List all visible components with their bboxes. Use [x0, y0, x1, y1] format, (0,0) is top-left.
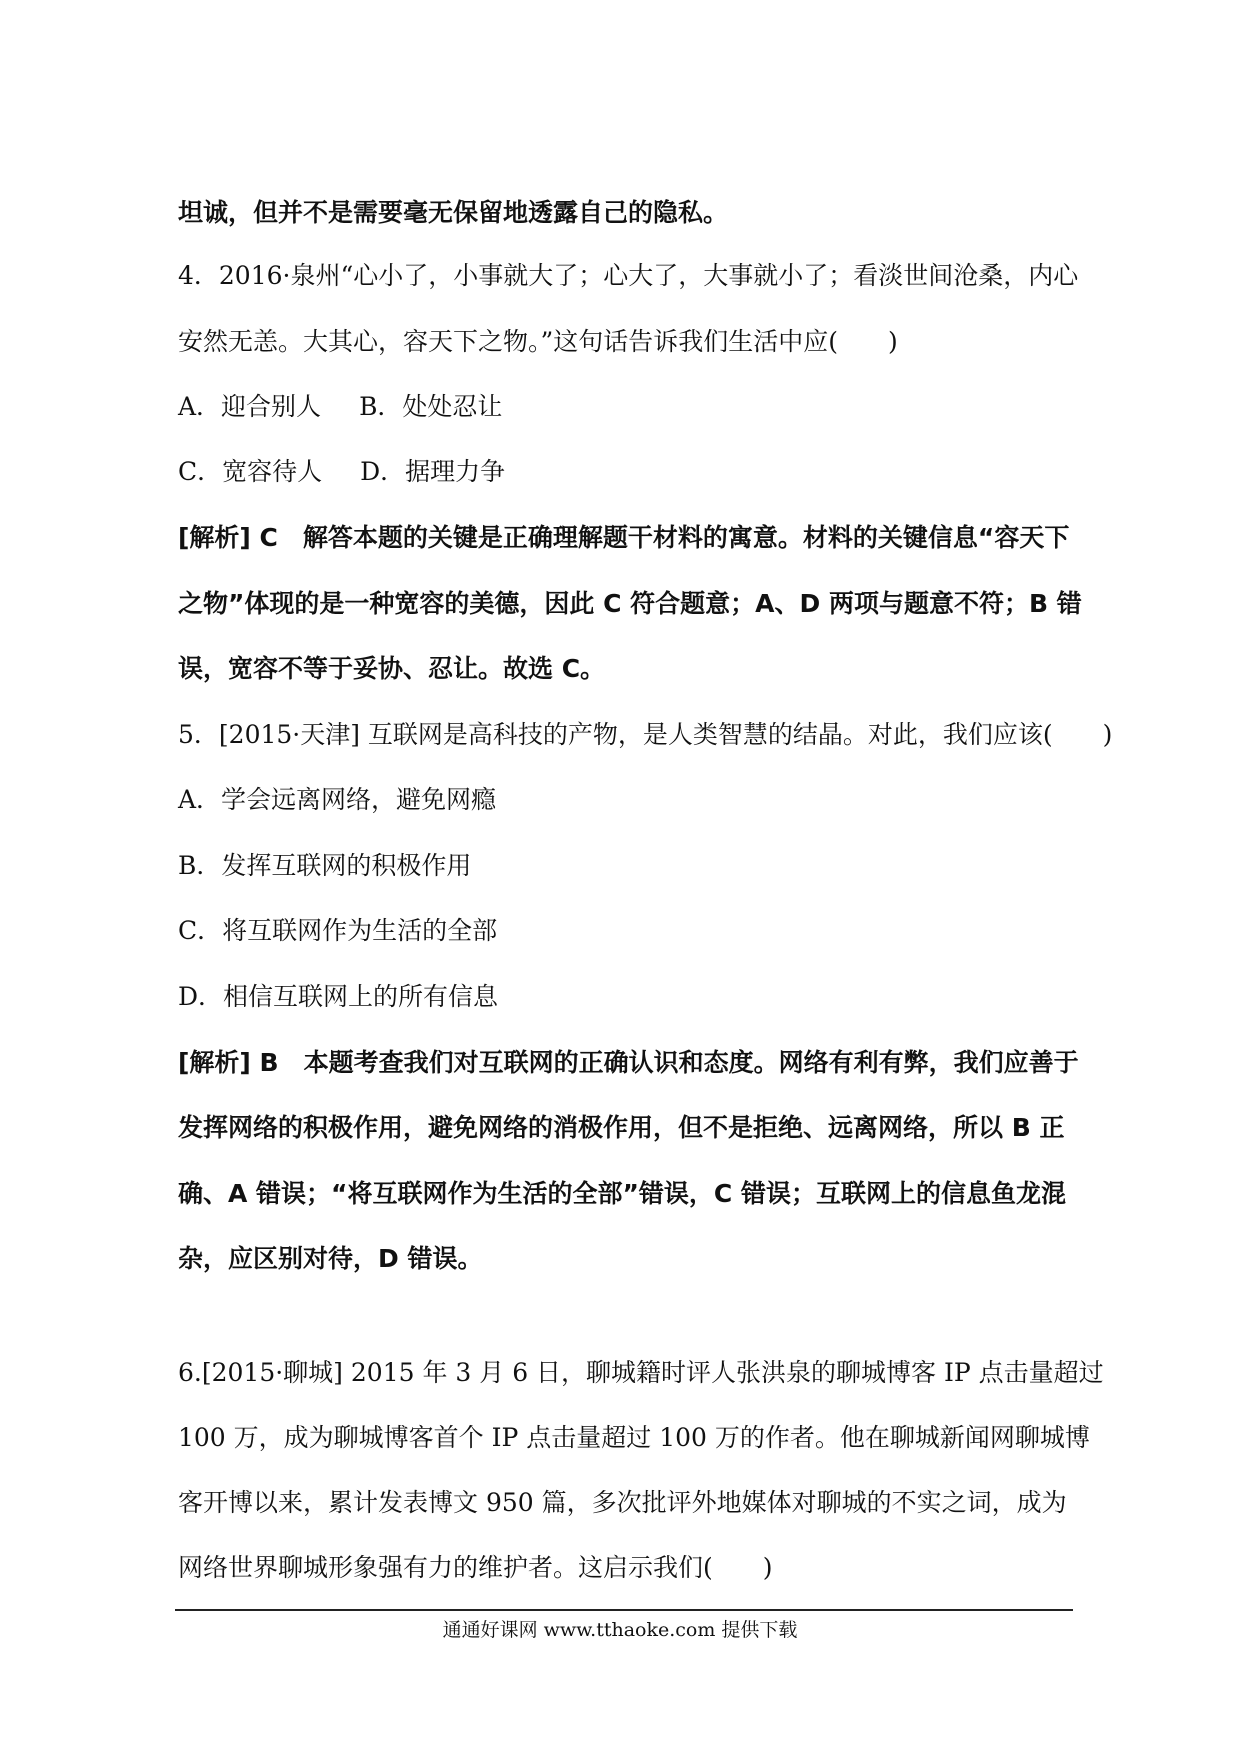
answer-4-line-3: 误，宽容不等于妥协、忍让。故选 C。 [178, 654, 606, 683]
question-4-option-a: A．迎合别人 [178, 392, 322, 421]
question-4-option-c: C．宽容待人 [178, 457, 323, 486]
question-4-option-b: B．处处忍让 [359, 392, 503, 421]
answer-5-line-1: [解析] B 本题考查我们对互联网的正确认识和态度。网络有利有弊，我们应善于 [178, 1048, 1079, 1077]
question-5-option-d: D．相信互联网上的所有信息 [178, 982, 499, 1011]
question-5-stem: 5．[2015·天津] 互联网是高科技的产物，是人类智慧的结晶。对此，我们应该( ) [178, 720, 1113, 749]
answer-4-line-1: [解析] C 解答本题的关键是正确理解题干材料的寓意。材料的关键信息“容天下 [178, 523, 1070, 552]
answer-5-line-3: 确、A 错误；“将互联网作为生活的全部”错误，C 错误；互联网上的信息鱼龙混 [178, 1179, 1066, 1208]
question-6-stem-line-2: 100 万，成为聊城博客首个 IP 点击量超过 100 万的作者。他在聊城新闻网聊城博 [178, 1423, 1090, 1452]
page-footer: 通通好课网 www.tthaoke.com 提供下载 [442, 1619, 798, 1641]
answer-4-line-2: 之物”体现的是一种宽容的美德，因此 C 符合题意；A、D 两项与题意不符；B 错 [178, 589, 1082, 618]
question-4-stem-line-2: 安然无恙。大其心，容天下之物。”这句话告诉我们生活中应( ) [178, 327, 898, 356]
question-5-option-c: C．将互联网作为生活的全部 [178, 916, 498, 945]
answer-5-line-4: 杂，应区别对待，D 错误。 [178, 1244, 483, 1273]
question-6-stem-line-3: 客开博以来，累计发表博文 950 篇，多次批评外地媒体对聊城的不实之词，成为 [178, 1488, 1067, 1517]
question-6-stem-line-4: 网络世界聊城形象强有力的维护者。这启示我们( ) [178, 1553, 773, 1582]
question-6-stem-line-1: 6.[2015·聊城] 2015 年 3 月 6 日，聊城籍时评人张洪泉的聊城博客 IP 点击量超过 [178, 1358, 1104, 1387]
answer-5-line-2: 发挥网络的积极作用，避免网络的消极作用，但不是拒绝、远离网络，所以 B 正 [178, 1113, 1065, 1142]
footer-divider [175, 1609, 1073, 1611]
question-4-stem-line-1: 4．2016·泉州“心小了，小事就大了；心大了，大事就小了；看淡世间沧桑，内心 [178, 261, 1079, 290]
question-5-option-b: B．发挥互联网的积极作用 [178, 851, 472, 880]
question-5-option-a: A．学会远离网络，避免网瘾 [178, 785, 497, 814]
question-4-options-row-2 [178, 455, 505, 489]
text-line: 坦诚，但并不是需要毫无保留地透露自己的隐私。 [178, 198, 729, 227]
question-4-option-d: D．据理力争 [360, 457, 506, 486]
question-4-options-row-1 [178, 390, 502, 424]
